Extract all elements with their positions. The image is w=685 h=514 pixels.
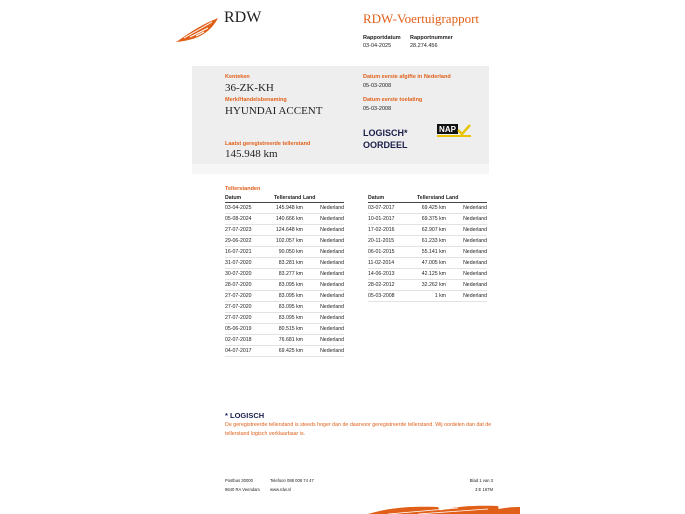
document-title: RDW-Voertuigrapport <box>363 11 480 26</box>
cell-country: Nederland <box>446 225 487 236</box>
cell-country: Nederland <box>303 258 344 269</box>
cell-reading: 83.095 km <box>274 291 303 302</box>
cell-country: Nederland <box>303 269 344 280</box>
cell-date: 17-02-2016 <box>368 225 417 236</box>
table-row <box>225 214 344 225</box>
cell-country: Nederland <box>446 247 487 258</box>
table-header-row <box>368 194 487 203</box>
cell-reading: 102.057 km <box>274 236 303 247</box>
cell-reading: 80.515 km <box>274 324 303 335</box>
cell-reading: 83.095 km <box>274 313 303 324</box>
plate-label: Kenteken <box>225 74 250 80</box>
cell-reading: 124.648 km <box>274 225 303 236</box>
cell-country: Nederland <box>446 291 487 302</box>
cell-date: 04-07-2017 <box>225 346 274 357</box>
cell-date: 11-02-2014 <box>368 258 417 269</box>
readings-table-left <box>225 194 344 357</box>
footer-page: Blad 1 van 3 <box>469 478 493 483</box>
logisch-note-text: De geregistreerde tellerstand is steeds hoger dan de daarvoor geregistreerde tellerstand. Wij oordelen dan dat de tellerstand logisch verklaarbaar is. <box>225 422 492 437</box>
cell-country: Nederland <box>446 214 487 225</box>
table-row <box>225 324 344 335</box>
cell-reading: 83.281 km <box>274 258 303 269</box>
table-row <box>225 247 344 258</box>
cell-date: 20-11-2015 <box>368 236 417 247</box>
table-row <box>225 335 344 346</box>
cell-reading: 69.425 km <box>417 203 446 214</box>
table-row <box>368 269 487 280</box>
cell-country: Nederland <box>303 236 344 247</box>
cell-country: Nederland <box>303 313 344 324</box>
cell-country: Nederland <box>303 302 344 313</box>
verdict-line-1: LOGISCH* <box>363 128 408 138</box>
table-row <box>225 302 344 313</box>
cell-country: Nederland <box>446 280 487 291</box>
odometer-label: Laatst geregistreerde tellerstand <box>225 141 311 147</box>
cell-reading: 61.233 km <box>417 236 446 247</box>
plate-value: 36-ZK-KH <box>225 82 274 94</box>
table-row <box>368 291 487 302</box>
col-country-header: Land <box>303 194 344 203</box>
cell-date: 05-06-2019 <box>225 324 274 335</box>
cell-date: 05-03-2008 <box>368 291 417 302</box>
footer-address-2: 9640 RA Veendam <box>225 487 260 492</box>
odometer-value: 145.948 km <box>225 148 278 160</box>
table-row <box>368 247 487 258</box>
first-admission-label: Datum eerste toelating <box>363 97 423 103</box>
report-number: 28.274.456 <box>410 43 438 49</box>
cell-date: 05-08-2024 <box>225 214 274 225</box>
readings-title: Tellerstanden <box>225 186 261 192</box>
table-row <box>225 236 344 247</box>
table-row <box>225 203 344 214</box>
cell-reading: 62.907 km <box>417 225 446 236</box>
cell-date: 31-07-2020 <box>225 258 274 269</box>
cell-date: 27-07-2020 <box>225 313 274 324</box>
table-row <box>368 214 487 225</box>
cell-date: 27-07-2023 <box>225 225 274 236</box>
col-date-header: Datum <box>368 194 417 203</box>
footer-web: www.rdw.nl <box>270 487 291 492</box>
nap-check-logo-icon <box>437 124 471 137</box>
footer-phone: Telefoon 088 008 74 47 <box>270 478 314 483</box>
table-row <box>225 346 344 357</box>
make-value: HYUNDAI ACCENT <box>225 105 323 117</box>
table-row <box>225 313 344 324</box>
cell-country: Nederland <box>303 324 344 335</box>
first-admission-value: 05-03-2008 <box>363 106 392 112</box>
cell-reading: 69.425 km <box>274 346 303 357</box>
cell-reading: 42.125 km <box>417 269 446 280</box>
readings-table-right <box>368 194 487 302</box>
cell-date: 06-01-2015 <box>368 247 417 258</box>
cell-country: Nederland <box>446 269 487 280</box>
cell-reading: 90.050 km <box>274 247 303 258</box>
table-row <box>225 269 344 280</box>
cell-country: Nederland <box>303 203 344 214</box>
table-row <box>368 203 487 214</box>
cell-country: Nederland <box>446 258 487 269</box>
cell-country: Nederland <box>303 214 344 225</box>
logo-text: RDW <box>224 9 262 26</box>
cell-country: Nederland <box>303 291 344 302</box>
cell-country: Nederland <box>303 225 344 236</box>
cell-reading: 32.262 km <box>417 280 446 291</box>
cell-reading: 83.095 km <box>274 280 303 291</box>
table-row <box>225 291 344 302</box>
table-row <box>225 280 344 291</box>
cell-reading: 69.375 km <box>417 214 446 225</box>
cell-reading: 47.005 km <box>417 258 446 269</box>
report-number-label: Rapportnummer <box>410 35 453 41</box>
cell-country: Nederland <box>303 247 344 258</box>
make-label: Merk/Handelsbenaming <box>225 97 287 103</box>
table-row <box>368 280 487 291</box>
cell-date: 27-07-2020 <box>225 302 274 313</box>
col-country-header: Land <box>446 194 487 203</box>
footer-wave-decoration <box>368 504 520 514</box>
cell-reading: 145.948 km <box>274 203 303 214</box>
table-row <box>368 258 487 269</box>
cell-date: 14-06-2013 <box>368 269 417 280</box>
table-row <box>368 236 487 247</box>
table-row <box>225 225 344 236</box>
cell-date: 29-06-2022 <box>225 236 274 247</box>
table-row <box>225 258 344 269</box>
cell-date: 28-07-2020 <box>225 280 274 291</box>
cell-reading: 1 km <box>417 291 446 302</box>
cell-reading: 140.666 km <box>274 214 303 225</box>
report-date: 03-04-2025 <box>363 43 392 49</box>
report-date-label: Rapportdatum <box>363 35 401 41</box>
first-nl-value: 05-03-2008 <box>363 83 392 89</box>
panel-shadow-band <box>192 164 489 174</box>
cell-reading: 55.141 km <box>417 247 446 258</box>
rdw-feather-logo-icon <box>174 14 220 44</box>
table-header-row <box>225 194 344 203</box>
cell-date: 28-02-2012 <box>368 280 417 291</box>
cell-country: Nederland <box>446 236 487 247</box>
col-date-header: Datum <box>225 194 274 203</box>
cell-date: 02-07-2018 <box>225 335 274 346</box>
cell-reading: 83.277 km <box>274 269 303 280</box>
cell-date: 03-04-2025 <box>225 203 274 214</box>
cell-date: 27-07-2020 <box>225 291 274 302</box>
cell-country: Nederland <box>303 346 344 357</box>
cell-date: 10-01-2017 <box>368 214 417 225</box>
col-reading-header: Tellerstand <box>417 195 445 201</box>
nap-text: NAP <box>439 125 456 134</box>
logisch-note-title: * LOGISCH <box>225 411 265 420</box>
col-reading-header: Tellerstand <box>274 195 302 201</box>
cell-country: Nederland <box>446 203 487 214</box>
cell-reading: 76.681 km <box>274 335 303 346</box>
cell-date: 16-07-2021 <box>225 247 274 258</box>
cell-date: 30-07-2020 <box>225 269 274 280</box>
cell-country: Nederland <box>303 335 344 346</box>
first-nl-label: Datum eerste afgifte in Nederland <box>363 74 451 80</box>
cell-reading: 83.095 km <box>274 302 303 313</box>
footer-code: 3 E 167M <box>475 487 493 492</box>
footer-address-1: Postbus 30000 <box>225 478 253 483</box>
cell-date: 03-07-2017 <box>368 203 417 214</box>
verdict <box>363 127 423 151</box>
cell-country: Nederland <box>303 280 344 291</box>
verdict-line-2: OORDEEL <box>363 140 408 150</box>
table-row <box>368 225 487 236</box>
